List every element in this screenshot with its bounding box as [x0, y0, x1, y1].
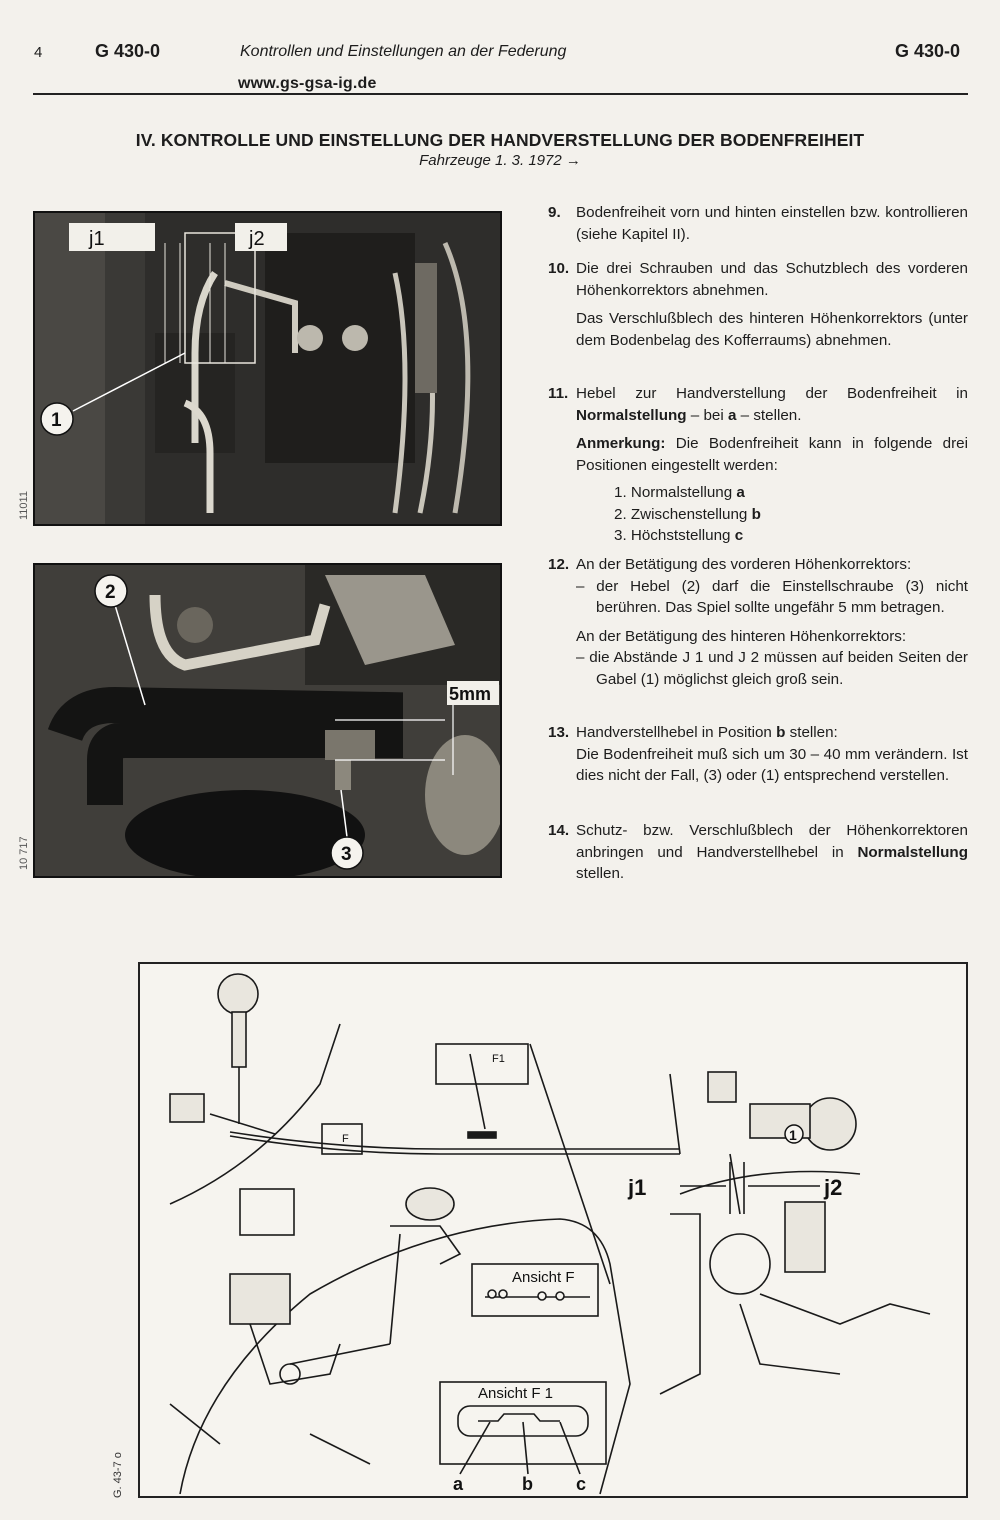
document-code-right: G 430-0	[895, 41, 961, 61]
step-number: 13.	[548, 724, 570, 741]
step-text: Handverstellhebel in Position b stellen: Die Bodenfreiheit muß sich um 30 – 40 mm verändern. Ist dies nicht der Fall, (3) oder (1) entsprechend verstellen.	[576, 724, 968, 784]
diagram-label-f1: F1	[492, 1053, 505, 1065]
page-header	[0, 38, 1000, 98]
header-rule	[33, 93, 968, 95]
step-text: Schutz- bzw. Verschlußblech der Höhenkorrektoren anbringen und Handverstellhebel in Normalstellung stellen.	[576, 822, 968, 882]
label-j2: j2	[249, 228, 265, 250]
document-code-left: G 430-0	[95, 41, 161, 61]
step-number: 12.	[548, 556, 570, 573]
position-b-label: b	[522, 1474, 533, 1494]
step-text: Bodenfreiheit vorn und hinten einstellen bzw. kontrollieren (siehe Kapitel II).	[576, 204, 968, 243]
step-number: 9.	[548, 204, 561, 221]
callout-1: 1	[51, 410, 62, 431]
step-dash-item: – der Hebel (2) darf die Einstellschraube (3) nicht berühren. Das Spiel sollte ungefähr 5 mm betragen.	[576, 577, 968, 616]
position-list	[548, 482, 968, 547]
position-item: 1. Normalstellung a	[614, 484, 745, 501]
step-11	[548, 383, 968, 547]
normal-position-term: Normalstellung	[576, 406, 687, 424]
position-c-label: c	[576, 1474, 587, 1494]
step-12	[548, 554, 968, 690]
position-item: 2. Zwischenstellung b	[614, 505, 761, 523]
section-subtitle: Fahrzeuge 1. 3. 1972 →	[419, 152, 581, 169]
label-5mm: 5mm	[449, 684, 492, 704]
note-label: Anmerkung:	[576, 435, 666, 452]
callout-2: 2	[105, 582, 116, 603]
diagram-label-f: F	[342, 1133, 349, 1145]
step-number: 11.	[548, 385, 569, 402]
photo-rear-height-corrector	[33, 211, 502, 526]
position-a-label: a	[453, 1474, 464, 1494]
step-text: Hebel zur Handverstellung der Bodenfreiheit in Normalstellung – bei a – stellen.	[576, 385, 968, 424]
step-dash-item: – die Abstände J 1 und J 2 müssen auf beiden Seiten der Gabel (1) möglichst gleich groß sein.	[576, 649, 968, 688]
photo1-code: 11011	[18, 491, 30, 520]
step-9	[548, 202, 968, 245]
step-text: An der Betätigung des vorderen Höhenkorrektors: – der Hebel (2) darf die Einstellschraube (3) nicht berühren. Das Spiel sollte ungefähr 5 mm betragen.	[576, 554, 968, 619]
step-13	[548, 722, 968, 787]
diagram-code: G. 43-7 o	[112, 1452, 124, 1498]
label-j1: j1	[89, 228, 105, 250]
position-item: 3. Höchststellung c	[614, 527, 744, 544]
step-note: Anmerkung: Die Bodenfreiheit kann in folgende drei Positionen eingestellt werden:	[576, 435, 968, 474]
section-title: IV. KONTROLLE UND EINSTELLUNG DER HANDVERSTELLUNG DER BODENFREIHEIT	[135, 130, 865, 150]
step-text-2: An der Betätigung des hinteren Höhenkorrektors: – die Abstände J 1 und J 2 müssen auf beiden Seiten der Gabel (1) möglichst gleich groß sein.	[576, 626, 968, 691]
step-number: 10.	[548, 260, 570, 277]
diagram-label-j2: j2	[824, 1175, 843, 1200]
diagram-label-j1: j1	[628, 1175, 647, 1200]
step-number: 14.	[548, 822, 570, 839]
step-10	[548, 258, 968, 351]
page-number: 4	[34, 44, 43, 61]
ansicht-f-label: Ansicht F	[512, 1269, 575, 1286]
step-text-2: Das Verschlußblech des hinteren Höhenkorrektors (unter dem Bodenbelag des Kofferraums) abnehmen.	[576, 310, 968, 349]
photo2-code: 10 717	[18, 836, 30, 870]
header-title: Kontrollen und Einstellungen an der Federung	[240, 43, 567, 60]
website-url: www.gs-gsa-ig.de	[238, 75, 377, 92]
diagram-callout-1: 1	[789, 1127, 797, 1143]
ansicht-f1-label: Ansicht F 1	[478, 1385, 554, 1402]
linkage-diagram	[138, 962, 968, 1498]
step-text: Die drei Schrauben und das Schutzblech des vorderen Höhenkorrektors abnehmen.	[576, 260, 968, 299]
photo-front-height-corrector	[33, 563, 502, 878]
callout-3: 3	[341, 844, 352, 865]
step-14	[548, 820, 968, 885]
